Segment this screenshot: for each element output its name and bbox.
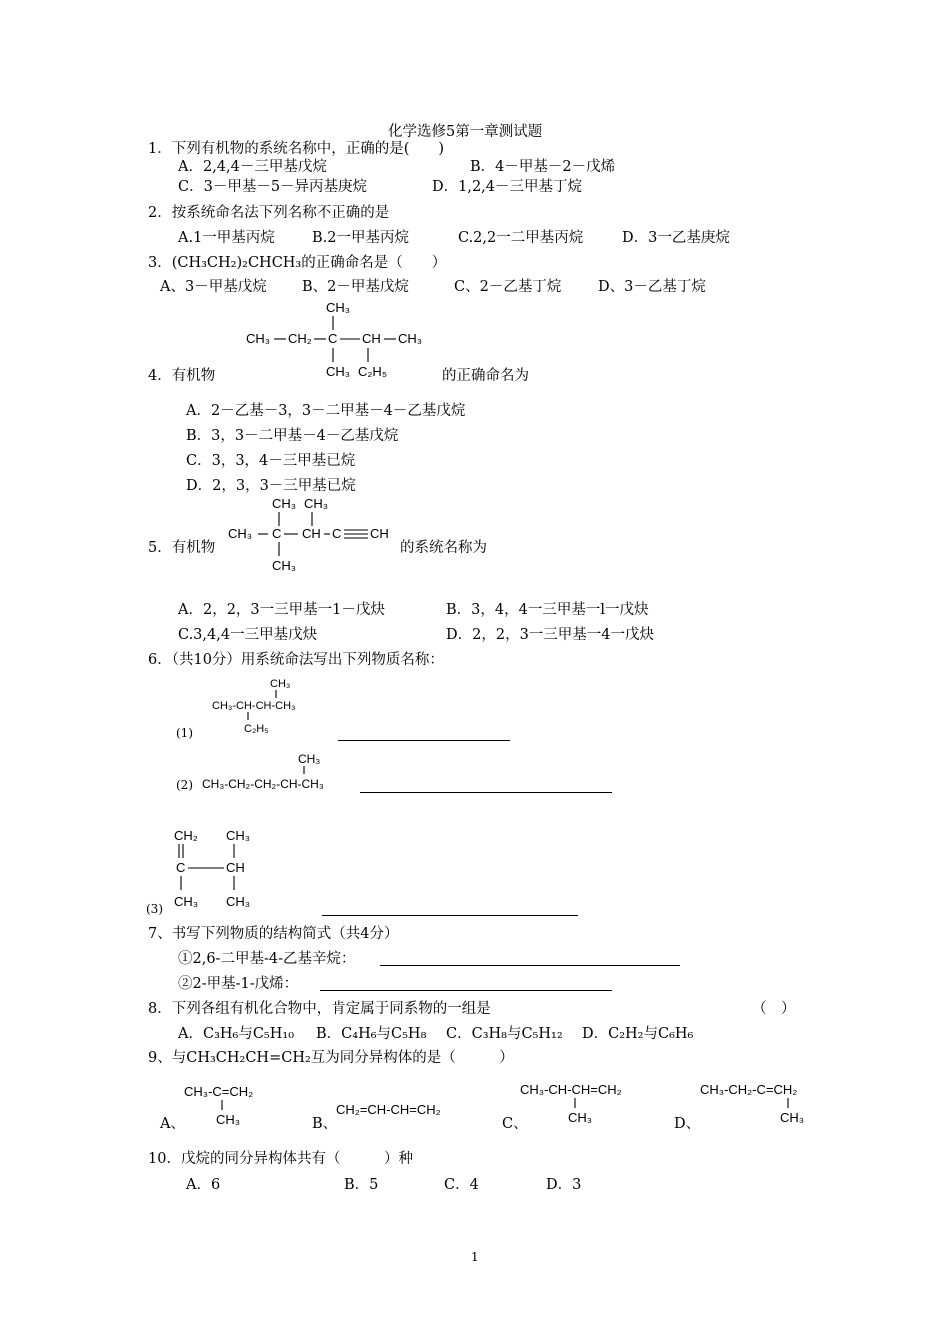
q8-option-a: A．C₃H₆与C₅H₁₀ bbox=[178, 1026, 295, 1042]
q4-stem-pre: 4．有机物 bbox=[148, 368, 216, 384]
q9-sc-main: CH₃-CH-CH=CH₂ bbox=[520, 1082, 622, 1097]
q4-option-a: A．2－乙基－3，3－二甲基－4－乙基戊烷 bbox=[186, 403, 466, 419]
q4-struct-ch3-left: CH₃ bbox=[246, 331, 271, 346]
q4-structure bbox=[240, 296, 440, 386]
q9-sa-bottom: CH₃ bbox=[216, 1112, 241, 1127]
q6-s1-top: CH₃ bbox=[270, 678, 291, 690]
q9-label-c: C、 bbox=[502, 1116, 528, 1132]
q5-struct-c: C bbox=[272, 526, 282, 541]
q7-answer-blank-2[interactable] bbox=[320, 990, 612, 991]
q2-option-c: C.2,2一二甲基丙烷 bbox=[458, 230, 584, 246]
q5-struct-top1: CH₃ bbox=[272, 496, 297, 511]
q5-struct-ch: CH bbox=[302, 526, 321, 541]
q9-sb-main: CH₂=CH-CH=CH₂ bbox=[336, 1102, 441, 1117]
q5-stem-pre: 5．有机物 bbox=[148, 540, 216, 556]
q1-option-b: B．4－甲基－2－戊烯 bbox=[470, 159, 616, 175]
q6-answer-blank-2[interactable] bbox=[360, 792, 612, 793]
q5-option-a: A．2，2，3一三甲基一1－戊炔 bbox=[178, 602, 385, 618]
q5-struct-bottom: CH₃ bbox=[272, 558, 297, 573]
q5-structure bbox=[226, 494, 406, 574]
q4-struct-ch3-right: CH₃ bbox=[398, 331, 423, 346]
q6-s3-tl: CH₂ bbox=[174, 828, 198, 843]
q8-stem: 8．下列各组有机化合物中，肯定属于同系物的一组是 bbox=[148, 1001, 491, 1017]
q9-label-d: D、 bbox=[674, 1116, 701, 1132]
q2-option-a: A.1一甲基丙烷 bbox=[178, 230, 275, 246]
q6-s3-tr: CH₃ bbox=[226, 828, 251, 843]
q6-s3-bl: CH₃ bbox=[174, 894, 199, 909]
q2-stem: 2．按系统命名法下列名称不正确的是 bbox=[148, 205, 390, 221]
q9-label-a: A、 bbox=[160, 1116, 185, 1132]
q2-option-b: B.2一甲基丙烷 bbox=[312, 230, 409, 246]
q5-option-b: B．3，4，4一三甲基一l一戊炔 bbox=[446, 602, 649, 618]
q6-answer-blank-1[interactable] bbox=[338, 740, 510, 741]
q9-structure-c bbox=[518, 1076, 668, 1128]
q6-label-2: (2) bbox=[176, 778, 193, 792]
q6-s2-top: CH₃ bbox=[298, 752, 321, 766]
q10-option-c: C．4 bbox=[444, 1177, 479, 1193]
q8-option-d: D．C₂H₂与C₆H₆ bbox=[582, 1026, 694, 1042]
q1-option-c: C．3－甲基－5－异丙基庚烷 bbox=[178, 179, 368, 195]
page-title: 化学选修5第一章测试题 bbox=[388, 124, 543, 140]
q4-option-c: C．3，3，4－三甲基已烷 bbox=[186, 453, 356, 469]
q7-answer-blank-1[interactable] bbox=[380, 965, 680, 966]
q10-option-a: A．6 bbox=[186, 1177, 221, 1193]
q4-struct-c: C bbox=[328, 331, 338, 346]
q6-label-1: (1) bbox=[176, 726, 193, 740]
q9-structure-d bbox=[698, 1076, 838, 1128]
q4-struct-top: CH₃ bbox=[326, 300, 351, 315]
q1-stem: 1．下列有机物的系统名称中，正确的是( ) bbox=[148, 141, 445, 157]
q9-sc-bottom: CH₃ bbox=[568, 1110, 593, 1125]
q1-option-a: A．2,4,4－三甲基戊烷 bbox=[178, 159, 327, 175]
q7-stem: 7、书写下列物质的结构简式（共4分） bbox=[148, 926, 399, 942]
q3-option-b: B、2－甲基戊烷 bbox=[302, 279, 409, 295]
q4-struct-bottom-ch3: CH₃ bbox=[326, 364, 351, 379]
q8-option-b: B．C₄H₆与C₅H₈ bbox=[316, 1026, 427, 1042]
q6-s3-br: CH₃ bbox=[226, 894, 251, 909]
q6-stem: 6．（共10分）用系统命法写出下列物质名称： bbox=[148, 652, 444, 668]
q4-struct-ch: CH bbox=[362, 331, 381, 346]
q3-option-a: A、3－甲基戊烷 bbox=[160, 279, 267, 295]
q6-s3-ml: C bbox=[176, 860, 186, 875]
q7-item-2: ②2-甲基-1-戊烯： bbox=[178, 976, 299, 992]
q4-option-d: D．2，3，3－三甲基已烷 bbox=[186, 478, 356, 494]
q9-structure-a bbox=[182, 1080, 282, 1130]
q6-s1-main: CH₃-CH-CH-CH₃ bbox=[212, 700, 296, 712]
q5-option-c: C.3,4,4一三甲基戊炔 bbox=[178, 627, 318, 643]
q8-option-c: C．C₃H₈与C₅H₁₂ bbox=[446, 1026, 563, 1042]
q3-option-c: C、2－乙基丁烷 bbox=[454, 279, 562, 295]
q4-option-b: B．3，3－二甲基－4－乙基戊烷 bbox=[186, 428, 399, 444]
q2-option-d: D．3一乙基庚烷 bbox=[622, 230, 730, 246]
q6-answer-blank-3[interactable] bbox=[322, 915, 578, 916]
q5-option-d: D．2，2，3一三甲基一4一戊炔 bbox=[446, 627, 655, 643]
q4-struct-ch2: CH₂ bbox=[288, 331, 312, 346]
q8-answer-paren: （ ） bbox=[752, 1001, 796, 1017]
q9-structure-b bbox=[334, 1098, 474, 1122]
q9-label-b: B、 bbox=[312, 1116, 338, 1132]
q7-item-1: ①2,6-二甲基-4-乙基辛烷： bbox=[178, 951, 356, 967]
q10-option-b: B．5 bbox=[344, 1177, 379, 1193]
q4-stem-post: 的正确命名为 bbox=[442, 368, 529, 384]
q5-struct-top2: CH₃ bbox=[304, 496, 329, 511]
q6-s1-bottom: C₂H₅ bbox=[244, 723, 269, 735]
q9-stem: 9、与CH₃CH₂CH=CH₂互为同分异构体的是（ ） bbox=[148, 1050, 514, 1066]
q5-struct-c2: C bbox=[332, 526, 342, 541]
q9-sa-main: CH₃-C=CH₂ bbox=[184, 1084, 254, 1099]
q9-sd-main: CH₃-CH₂-C=CH₂ bbox=[700, 1082, 798, 1097]
page-number: 1 bbox=[471, 1250, 479, 1264]
q6-structure-1 bbox=[210, 674, 340, 740]
q10-option-d: D．3 bbox=[546, 1177, 582, 1193]
q1-option-d: D．1,2,4－三甲基丁烷 bbox=[432, 179, 583, 195]
q5-stem-post: 的系统名称为 bbox=[400, 540, 487, 556]
q3-stem: 3．(CH₃CH₂)₂CHCH₃的正确命名是（ ） bbox=[148, 255, 447, 271]
q3-option-d: D、3－乙基丁烷 bbox=[598, 279, 706, 295]
q6-structure-2 bbox=[200, 748, 360, 794]
q9-sd-bottom: CH₃ bbox=[780, 1110, 805, 1125]
q4-struct-bottom-c2h5: C₂H₅ bbox=[358, 364, 388, 379]
q5-struct-ch-end: CH bbox=[370, 526, 389, 541]
q6-label-3: (3) bbox=[146, 902, 163, 916]
q6-structure-3 bbox=[170, 826, 270, 912]
q5-struct-ch3: CH₃ bbox=[228, 526, 253, 541]
q6-s3-mr: CH bbox=[226, 860, 245, 875]
q6-s2-main: CH₃-CH₂-CH₂-CH-CH₃ bbox=[202, 777, 324, 791]
q10-stem: 10．戊烷的同分异构体共有（ ）种 bbox=[148, 1151, 413, 1167]
